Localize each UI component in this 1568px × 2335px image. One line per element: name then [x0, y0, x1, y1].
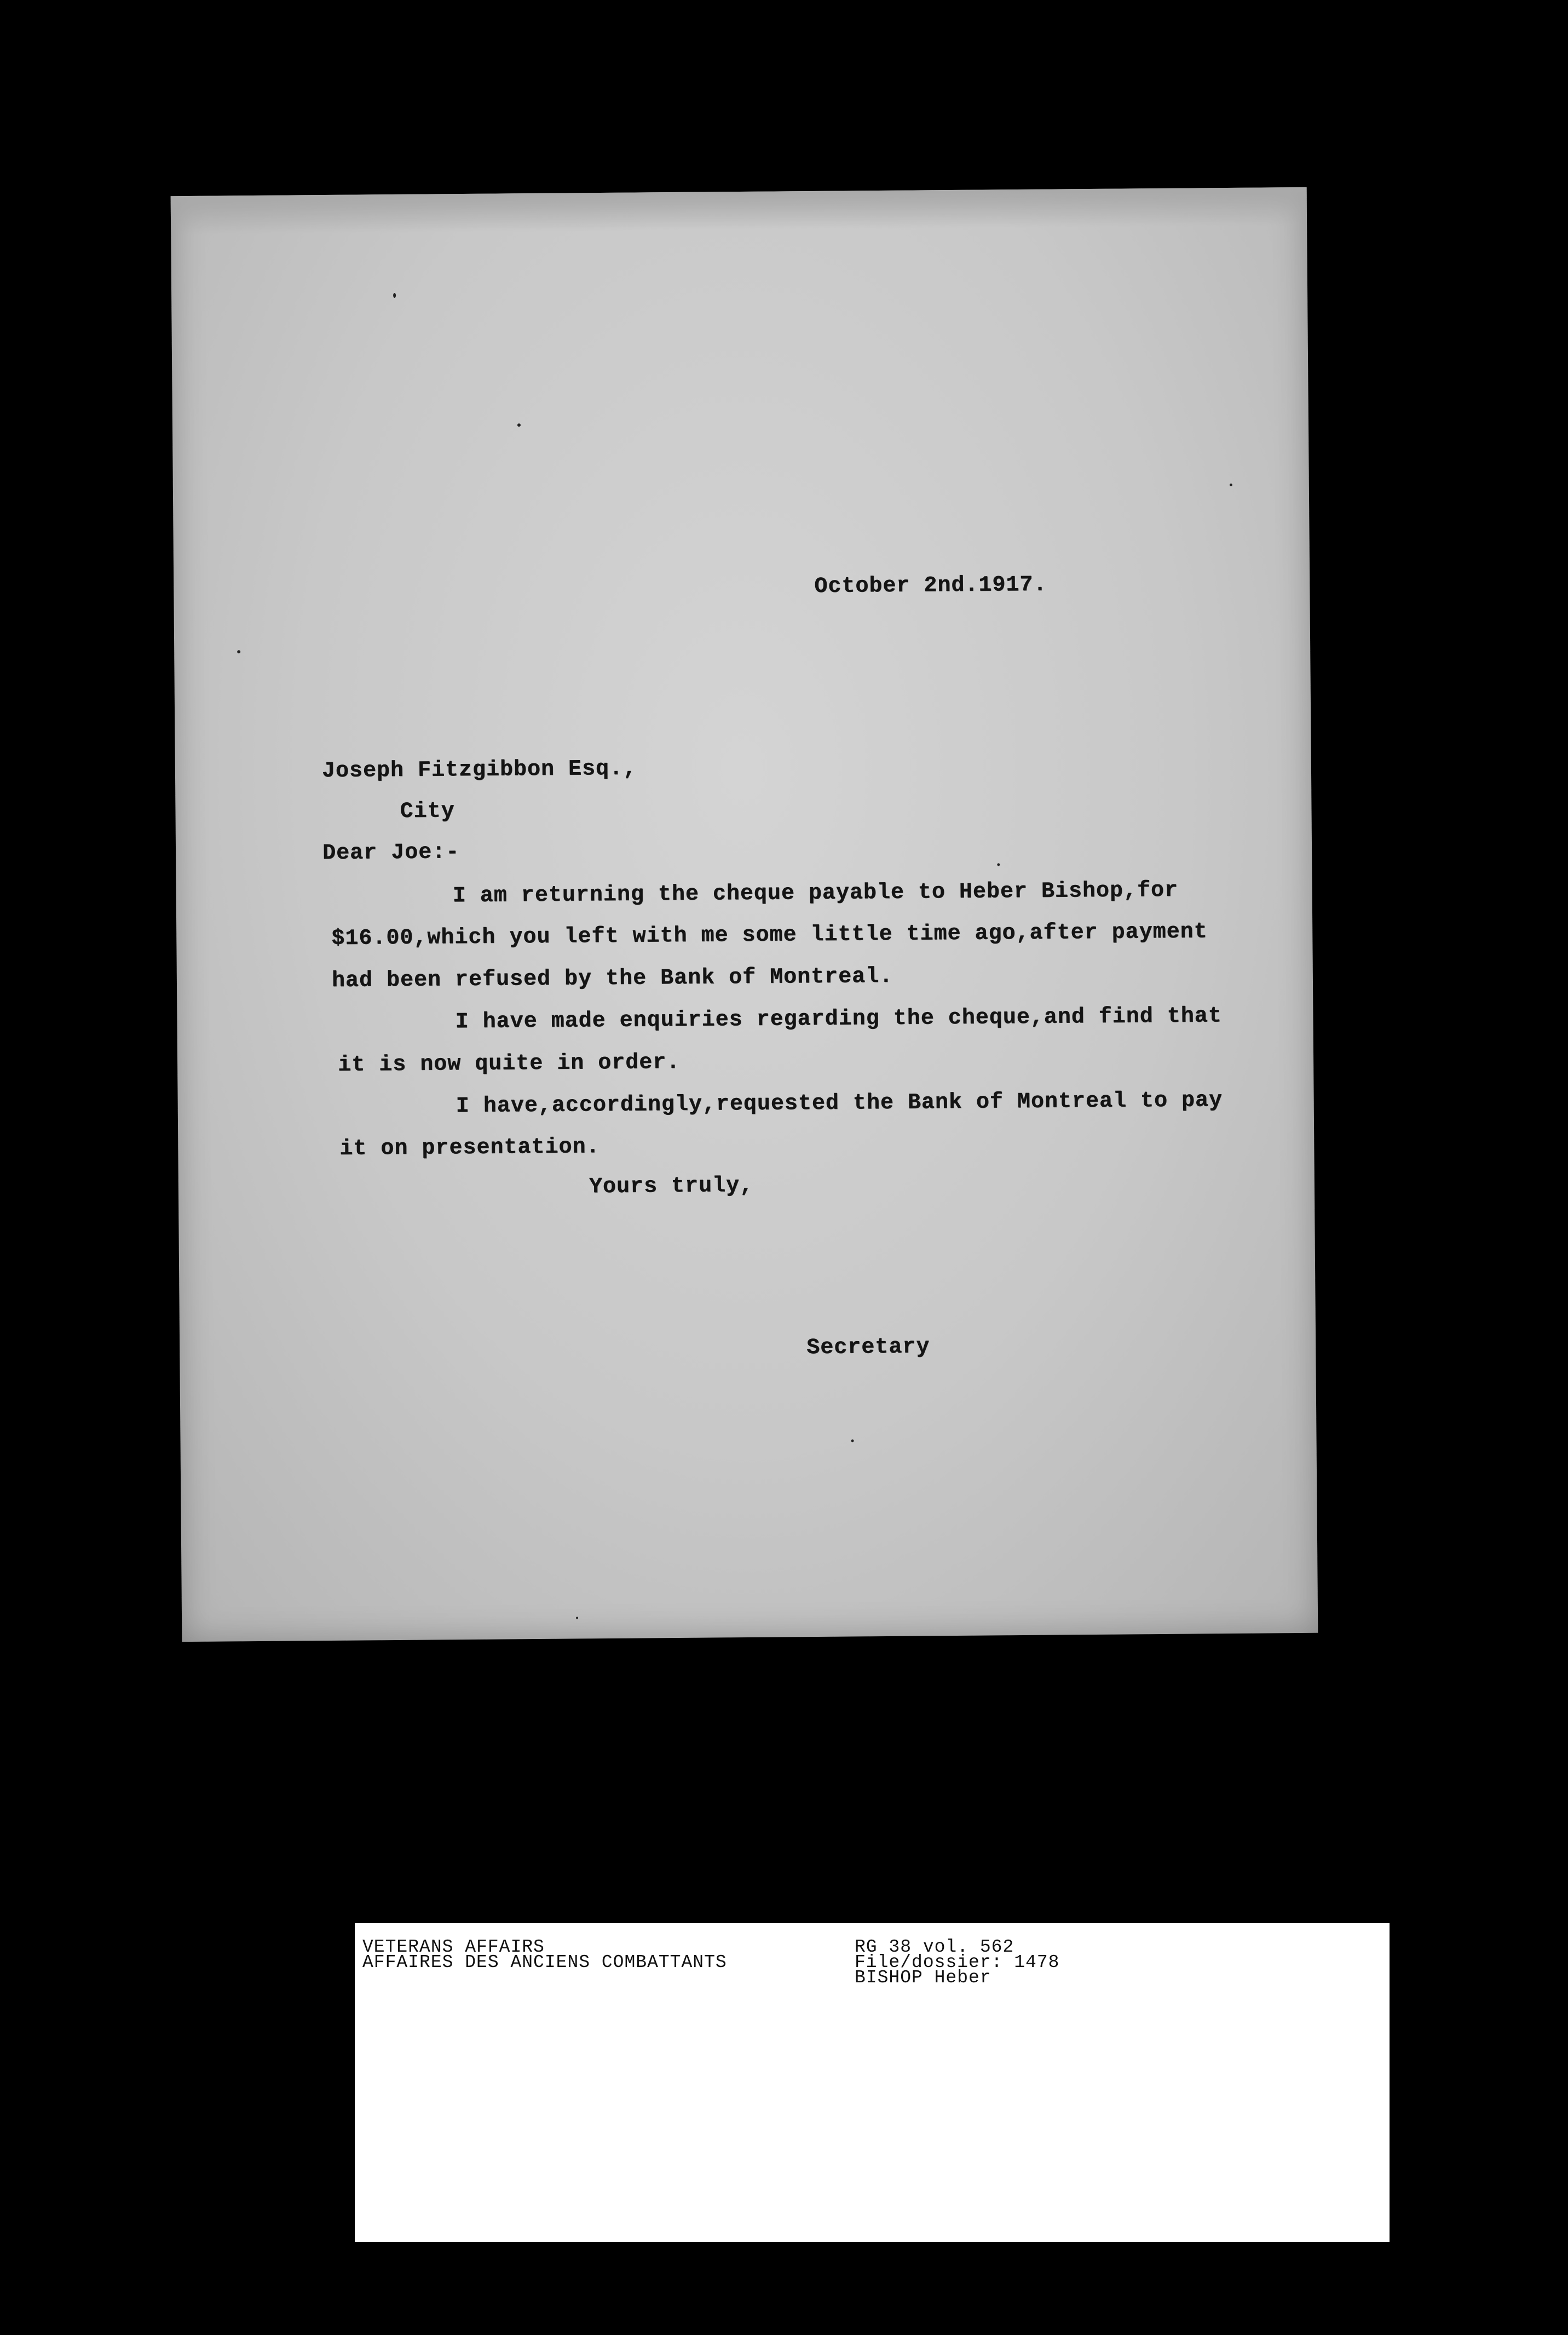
body-line: I have made enquiries regarding the cheque,and find that [455, 1004, 1222, 1035]
paper-speck [997, 863, 1000, 866]
recipient-name: Joseph Fitzgibbon Esq., [321, 756, 637, 784]
archive-reference-card [355, 1923, 1390, 2242]
body-line: I have,accordingly,requested the Bank of Montreal to pay [456, 1088, 1223, 1119]
letter-date: October 2nd.1917. [814, 572, 1047, 599]
letter-page [171, 187, 1318, 1642]
signature-title: Secretary [806, 1335, 930, 1361]
record-group-reference: RG 38 vol. 562 [855, 1937, 1014, 1957]
file-number: File/dossier: 1478 [855, 1952, 1060, 1972]
closing: Yours truly, [589, 1173, 754, 1200]
body-line: had been refused by the Bank of Montreal. [331, 964, 893, 993]
file-subject: BISHOP Heber [855, 1968, 991, 1988]
paper-speck [1230, 484, 1232, 486]
paper-speck [576, 1617, 578, 1619]
body-line: it is now quite in order. [337, 1050, 681, 1078]
body-line: it on presentation. [339, 1135, 600, 1161]
department-english: VETERANS AFFAIRS [362, 1937, 545, 1957]
paper-speck [237, 650, 240, 653]
department-french: AFFAIRES DES ANCIENS COMBATTANTS [362, 1952, 727, 1972]
body-line: I am returning the cheque payable to Heber Bishop,for [452, 878, 1179, 909]
body-line: $16.00,which you left with me some little time ago,after payment [331, 919, 1208, 951]
recipient-city: City [400, 799, 455, 824]
paper-speck [851, 1439, 854, 1442]
paper-speck [517, 423, 521, 427]
salutation: Dear Joe:- [322, 840, 460, 866]
paper-speck [393, 293, 396, 298]
